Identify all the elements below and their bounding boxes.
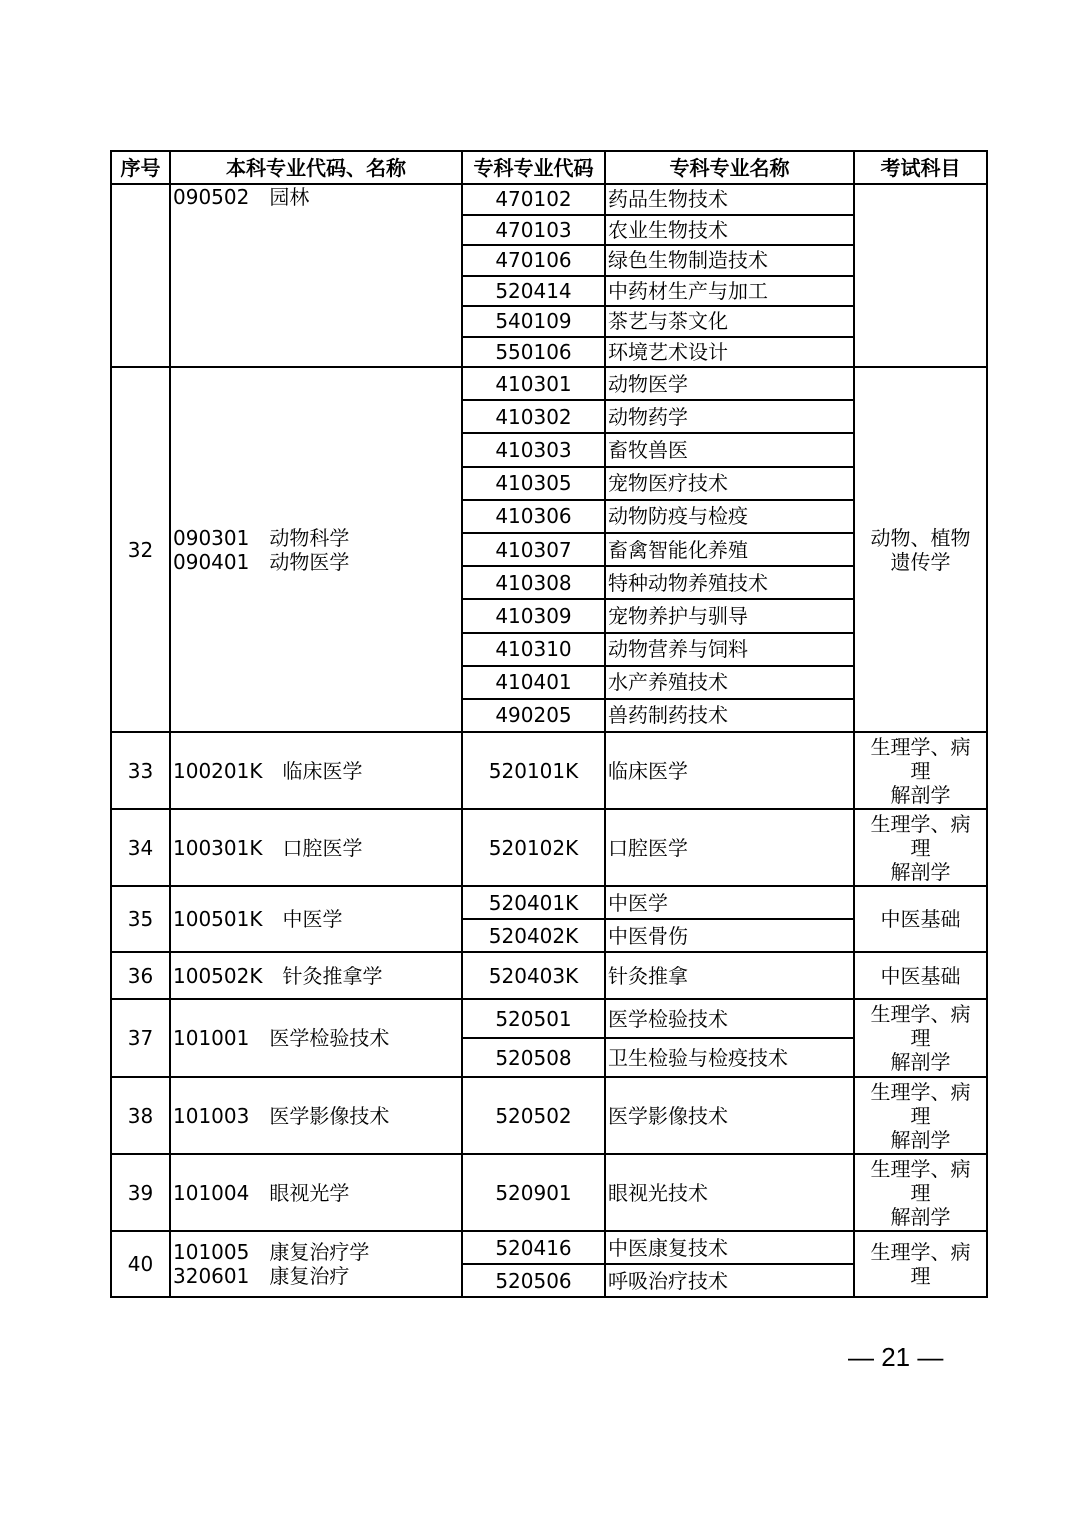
- college-code-cell: 410301: [462, 367, 605, 400]
- undergrad-major-name: 医学影像技术: [269, 1103, 390, 1128]
- college-name-cell: 动物医学: [605, 367, 854, 400]
- exam-subject-cell: [854, 1077, 987, 1154]
- undergrad-major-entry: [173, 836, 461, 860]
- exam-subject-line: 遗传学: [890, 549, 951, 574]
- college-name-cell: 医学检验技术: [605, 999, 854, 1038]
- college-name-cell: 中医骨伤: [605, 919, 854, 952]
- exam-subject-cell: [854, 809, 987, 886]
- college-code-cell: 410308: [462, 566, 605, 599]
- seq-cell: 40: [111, 1231, 170, 1297]
- exam-subject-line: 理: [910, 1103, 931, 1128]
- undergrad-major-code: 090502: [173, 185, 250, 209]
- college-name-cell: 特种动物养殖技术: [605, 566, 854, 599]
- college-code-cell: 470102: [462, 184, 605, 215]
- header-seq: 序号: [111, 151, 170, 184]
- college-name-cell: 临床医学: [605, 732, 854, 809]
- seq-cell: 33: [111, 732, 170, 809]
- college-name-cell: 动物药学: [605, 400, 854, 433]
- undergrad-major-entry: [173, 1240, 461, 1264]
- college-code-cell: 410305: [462, 467, 605, 500]
- college-code-cell: 470103: [462, 215, 605, 246]
- college-code-cell: 540109: [462, 306, 605, 337]
- seq-cell: 32: [111, 367, 170, 732]
- undergrad-major-cell: [170, 367, 462, 732]
- undergrad-major-code: 101003: [173, 1103, 250, 1128]
- table-row: [111, 367, 987, 400]
- exam-subject-cell: [854, 1154, 987, 1231]
- college-code-cell: 520101K: [462, 732, 605, 809]
- exam-subject-line: 生理学、病: [870, 1240, 971, 1265]
- exam-subject-line: 生理学、病: [870, 734, 971, 759]
- college-name-cell: 口腔医学: [605, 809, 854, 886]
- seq-cell: 37: [111, 999, 170, 1077]
- exam-subject-line: 理: [910, 1264, 931, 1289]
- college-name-cell: 兽药制药技术: [605, 699, 854, 732]
- undergrad-major-code: 101001: [173, 1026, 250, 1051]
- exam-subject-line: 解剖学: [890, 859, 951, 884]
- undergrad-major-code: 100501K: [173, 907, 263, 932]
- table-row: [111, 1077, 987, 1154]
- page-number: — 21 —: [848, 1342, 944, 1372]
- college-code-cell: 520506: [462, 1264, 605, 1297]
- exam-subject-cell: [854, 952, 987, 999]
- undergrad-major-cell: [170, 952, 462, 999]
- undergrad-major-name: 康复治疗学: [269, 1240, 370, 1265]
- college-code-cell: 520102K: [462, 809, 605, 886]
- undergrad-major-name: 临床医学: [282, 758, 363, 783]
- college-name-cell: 农业生物技术: [605, 215, 854, 246]
- college-name-cell: 宠物养护与驯导: [605, 599, 854, 632]
- undergrad-major-code: 320601: [173, 1264, 250, 1289]
- college-code-cell: 410309: [462, 599, 605, 632]
- undergrad-major-entry: [173, 550, 461, 574]
- college-name-cell: 宠物医疗技术: [605, 467, 854, 500]
- undergrad-major-entry: [173, 964, 461, 988]
- college-code-cell: 490205: [462, 699, 605, 732]
- undergrad-major-name: 康复治疗: [269, 1264, 350, 1289]
- college-name-cell: 环境艺术设计: [605, 337, 854, 368]
- college-name-cell: 动物营养与饲料: [605, 633, 854, 666]
- header-college-name: 专科专业名称: [605, 151, 854, 184]
- college-name-cell: 畜牧兽医: [605, 433, 854, 466]
- undergrad-major-cell: [170, 1077, 462, 1154]
- seq-cell: 39: [111, 1154, 170, 1231]
- seq-cell: 36: [111, 952, 170, 999]
- undergrad-major-name: 动物科学: [269, 525, 350, 550]
- undergrad-major-name: 针灸推拿学: [282, 963, 383, 988]
- exam-subject-line: 理: [910, 1026, 931, 1051]
- college-code-cell: 410306: [462, 500, 605, 533]
- undergrad-major-cell: [170, 1154, 462, 1231]
- exam-subject-line: 解剖学: [890, 1127, 951, 1152]
- exam-subject-line: 解剖学: [890, 1204, 951, 1229]
- undergrad-major-name: 口腔医学: [282, 835, 363, 860]
- undergrad-major-cell: [170, 886, 462, 952]
- college-code-cell: 520508: [462, 1038, 605, 1077]
- table-row: [111, 809, 987, 886]
- header-exam-subject: 考试科目: [854, 151, 987, 184]
- college-code-cell: 520403K: [462, 952, 605, 999]
- college-code-cell: 520501: [462, 999, 605, 1038]
- college-name-cell: 医学影像技术: [605, 1077, 854, 1154]
- undergrad-major-code: 090301: [173, 525, 250, 550]
- undergrad-major-cell: [170, 809, 462, 886]
- exam-subject-line: 生理学、病: [870, 811, 971, 836]
- table-body: [111, 184, 987, 1297]
- table-row: [111, 999, 987, 1038]
- undergrad-major-name: 动物医学: [269, 549, 350, 574]
- college-name-cell: 水产养殖技术: [605, 666, 854, 699]
- undergrad-major-name: 园林: [269, 185, 310, 209]
- undergrad-major-entry: [173, 1181, 461, 1205]
- undergrad-major-code: 100201K: [173, 758, 263, 783]
- header-undergrad-major: 本科专业代码、名称: [170, 151, 462, 184]
- college-code-cell: 470106: [462, 245, 605, 276]
- undergrad-major-name: 眼视光学: [269, 1180, 350, 1205]
- undergrad-major-cell: [170, 184, 462, 367]
- undergrad-major-code: 101004: [173, 1180, 250, 1205]
- undergrad-major-entry: [173, 526, 461, 550]
- seq-cell: [111, 184, 170, 367]
- undergrad-major-entry: [173, 1026, 461, 1050]
- undergrad-major-entry: [173, 759, 461, 783]
- college-name-cell: 绿色生物制造技术: [605, 245, 854, 276]
- exam-subject-line: 理: [910, 1180, 931, 1205]
- exam-subject-line: 理: [910, 835, 931, 860]
- exam-subject-line: 中医基础: [880, 907, 961, 932]
- undergrad-major-cell: [170, 1231, 462, 1297]
- college-code-cell: 550106: [462, 337, 605, 368]
- undergrad-major-entry: [173, 185, 461, 209]
- undergrad-major-code: 100301K: [173, 835, 263, 860]
- college-name-cell: 药品生物技术: [605, 184, 854, 215]
- table-row: [111, 732, 987, 809]
- exam-subject-line: 理: [910, 758, 931, 783]
- undergrad-major-entry: [173, 1104, 461, 1128]
- seq-cell: 34: [111, 809, 170, 886]
- exam-subject-line: 动物、植物: [870, 525, 971, 550]
- table-row: [111, 886, 987, 919]
- undergrad-major-entry: [173, 907, 461, 931]
- exam-subject-line: 生理学、病: [870, 1002, 971, 1027]
- college-name-cell: 动物防疫与检疫: [605, 500, 854, 533]
- college-code-cell: 520401K: [462, 886, 605, 919]
- exam-subject-line: 生理学、病: [870, 1156, 971, 1181]
- exam-subject-line: 解剖学: [890, 782, 951, 807]
- exam-subject-cell: [854, 367, 987, 732]
- table-header: [111, 151, 987, 184]
- college-name-cell: 中药材生产与加工: [605, 276, 854, 307]
- seq-cell: 35: [111, 886, 170, 952]
- college-code-cell: 520901: [462, 1154, 605, 1231]
- table-row: [111, 952, 987, 999]
- college-name-cell: 中医康复技术: [605, 1231, 854, 1264]
- majors-table: [110, 150, 988, 1298]
- table-row: [111, 1231, 987, 1264]
- undergrad-major-cell: [170, 999, 462, 1077]
- undergrad-major-name: 中医学: [282, 907, 343, 932]
- exam-subject-line: 中医基础: [880, 963, 961, 988]
- college-code-cell: 410303: [462, 433, 605, 466]
- college-code-cell: 520416: [462, 1231, 605, 1264]
- exam-subject-line: 解剖学: [890, 1050, 951, 1075]
- exam-subject-cell: [854, 732, 987, 809]
- table-row: [111, 1154, 987, 1231]
- exam-subject-cell: [854, 886, 987, 952]
- college-code-cell: 520502: [462, 1077, 605, 1154]
- college-code-cell: 520414: [462, 276, 605, 307]
- exam-subject-cell: [854, 1231, 987, 1297]
- exam-subject-line: 生理学、病: [870, 1079, 971, 1104]
- undergrad-major-code: 090401: [173, 549, 250, 574]
- college-code-cell: 410307: [462, 533, 605, 566]
- undergrad-major-code: 101005: [173, 1240, 250, 1265]
- college-code-cell: 410302: [462, 400, 605, 433]
- header-college-code: 专科专业代码: [462, 151, 605, 184]
- college-name-cell: 茶艺与茶文化: [605, 306, 854, 337]
- college-code-cell: 410401: [462, 666, 605, 699]
- undergrad-major-code: 100502K: [173, 963, 263, 988]
- exam-subject-cell: [854, 999, 987, 1077]
- college-code-cell: 520402K: [462, 919, 605, 952]
- college-name-cell: 中医学: [605, 886, 854, 919]
- college-name-cell: 针灸推拿: [605, 952, 854, 999]
- undergrad-major-name: 医学检验技术: [269, 1026, 390, 1051]
- undergrad-major-entry: [173, 1264, 461, 1288]
- header-row: [111, 151, 987, 184]
- table-row: [111, 184, 987, 215]
- college-code-cell: 410310: [462, 633, 605, 666]
- exam-subject-cell: [854, 184, 987, 367]
- college-name-cell: 呼吸治疗技术: [605, 1264, 854, 1297]
- undergrad-major-cell: [170, 732, 462, 809]
- college-name-cell: 眼视光技术: [605, 1154, 854, 1231]
- college-name-cell: 畜禽智能化养殖: [605, 533, 854, 566]
- college-name-cell: 卫生检验与检疫技术: [605, 1038, 854, 1077]
- seq-cell: 38: [111, 1077, 170, 1154]
